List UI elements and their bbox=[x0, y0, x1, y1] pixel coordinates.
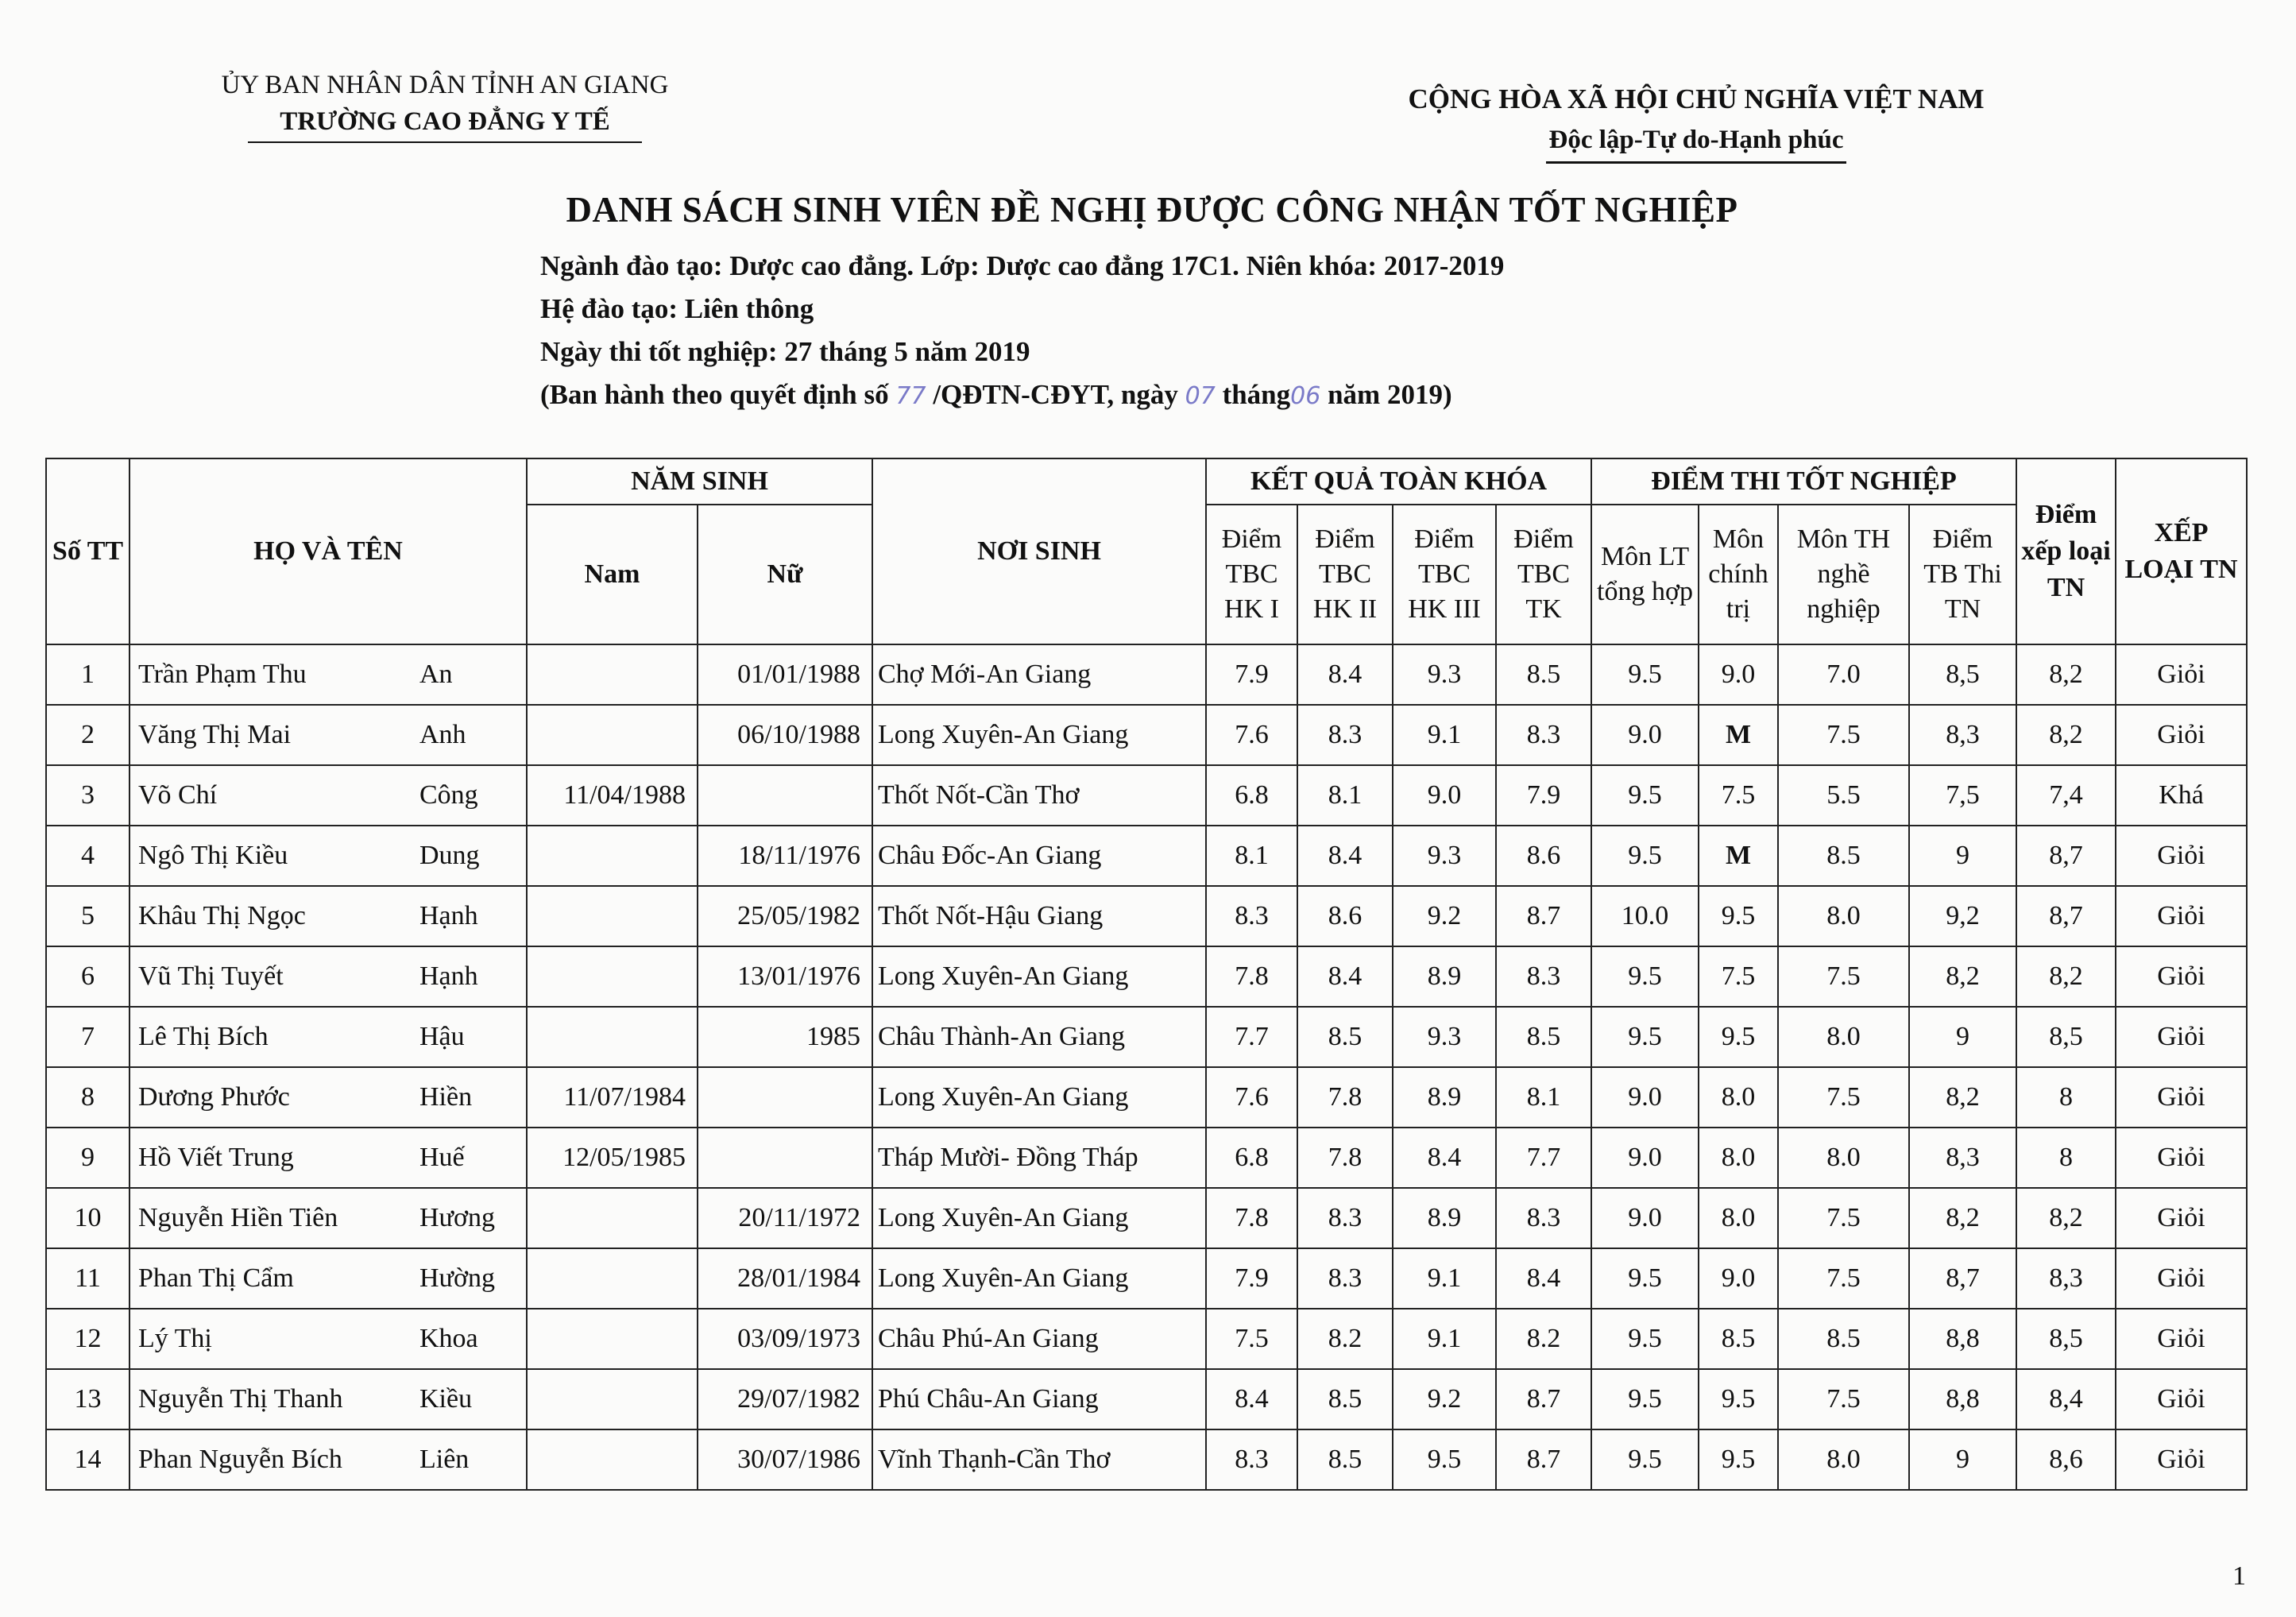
table-row bbox=[46, 1188, 2247, 1248]
cell-hk1: 7.7 bbox=[1206, 1007, 1297, 1067]
cell-rank: Giỏi bbox=[2116, 1007, 2247, 1067]
table-row bbox=[46, 705, 2247, 765]
cell-surname: Văng Thị Mai bbox=[129, 705, 419, 765]
cell-ct: 7.5 bbox=[1699, 946, 1778, 1007]
cell-stt: 13 bbox=[46, 1369, 129, 1429]
cell-tb: 8,3 bbox=[1909, 705, 2016, 765]
cell-given-name: Hạnh bbox=[419, 946, 527, 1007]
table-row bbox=[46, 1309, 2247, 1369]
cell-birth-male bbox=[527, 644, 698, 705]
cell-birthplace: Châu Đốc-An Giang bbox=[872, 826, 1206, 886]
cell-birth-female: 1985 bbox=[698, 1007, 872, 1067]
cell-birth-male bbox=[527, 1369, 698, 1429]
cell-hk3: 9.5 bbox=[1393, 1429, 1496, 1490]
cell-birth-male: 11/07/1984 bbox=[527, 1067, 698, 1128]
graduation-table bbox=[45, 458, 2248, 1491]
cell-surname: Dương Phước bbox=[129, 1067, 419, 1128]
cell-hk2: 8.6 bbox=[1297, 886, 1393, 946]
cell-th: 8.5 bbox=[1778, 1309, 1909, 1369]
cell-birth-male bbox=[527, 1309, 698, 1369]
cell-rank: Giỏi bbox=[2116, 1369, 2247, 1429]
cell-hk1: 7.5 bbox=[1206, 1309, 1297, 1369]
cell-tb: 8,8 bbox=[1909, 1369, 2016, 1429]
cell-birthplace: Châu Phú-An Giang bbox=[872, 1309, 1206, 1369]
cell-ct: 9.5 bbox=[1699, 886, 1778, 946]
cell-lt: 9.5 bbox=[1591, 1007, 1699, 1067]
table-row bbox=[46, 1128, 2247, 1188]
cell-birth-female bbox=[698, 765, 872, 826]
header-th: Môn TH nghề nghiệp bbox=[1778, 505, 1909, 644]
cell-rank: Giỏi bbox=[2116, 886, 2247, 946]
cell-hk2: 8.3 bbox=[1297, 1248, 1393, 1309]
cell-rank: Khá bbox=[2116, 765, 2247, 826]
cell-tk: 8.1 bbox=[1496, 1067, 1591, 1128]
cell-hk2: 8.5 bbox=[1297, 1429, 1393, 1490]
cell-ct: 7.5 bbox=[1699, 765, 1778, 826]
cell-grade-score: 8,6 bbox=[2016, 1429, 2116, 1490]
cell-birth-female: 30/07/1986 bbox=[698, 1429, 872, 1490]
cell-surname: Hồ Viết Trung bbox=[129, 1128, 419, 1188]
header-female: Nữ bbox=[698, 505, 872, 644]
cell-th: 7.5 bbox=[1778, 946, 1909, 1007]
cell-hk3: 9.1 bbox=[1393, 1248, 1496, 1309]
cell-th: 8.0 bbox=[1778, 886, 1909, 946]
decision-text-c: tháng bbox=[1215, 379, 1291, 410]
cell-ct: 8.5 bbox=[1699, 1309, 1778, 1369]
cell-birth-female bbox=[698, 1128, 872, 1188]
cell-ct: 9.0 bbox=[1699, 644, 1778, 705]
decision-day-handwritten: 07 bbox=[1185, 382, 1216, 410]
cell-th: 8.0 bbox=[1778, 1007, 1909, 1067]
cell-given-name: Dung bbox=[419, 826, 527, 886]
table-row bbox=[46, 946, 2247, 1007]
cell-stt: 8 bbox=[46, 1067, 129, 1128]
cell-grade-score: 8,4 bbox=[2016, 1369, 2116, 1429]
header-rank: XẾP LOẠI TN bbox=[2116, 458, 2247, 644]
cell-lt: 9.0 bbox=[1591, 705, 1699, 765]
cell-hk3: 9.3 bbox=[1393, 644, 1496, 705]
cell-tb: 8,3 bbox=[1909, 1128, 2016, 1188]
cell-surname: Ngô Thị Kiều bbox=[129, 826, 419, 886]
cell-hk3: 8.9 bbox=[1393, 946, 1496, 1007]
cell-birthplace: Long Xuyên-An Giang bbox=[872, 946, 1206, 1007]
cell-grade-score: 8,3 bbox=[2016, 1248, 2116, 1309]
cell-birthplace: Thốt Nốt-Hậu Giang bbox=[872, 886, 1206, 946]
cell-given-name: Anh bbox=[419, 705, 527, 765]
cell-lt: 9.0 bbox=[1591, 1128, 1699, 1188]
cell-birth-male bbox=[527, 886, 698, 946]
header-tb: Điểm TB Thi TN bbox=[1909, 505, 2016, 644]
cell-hk3: 9.1 bbox=[1393, 1309, 1496, 1369]
cell-stt: 10 bbox=[46, 1188, 129, 1248]
cell-hk1: 6.8 bbox=[1206, 1128, 1297, 1188]
cell-stt: 7 bbox=[46, 1007, 129, 1067]
cell-tk: 8.7 bbox=[1496, 1429, 1591, 1490]
cell-th: 8.0 bbox=[1778, 1429, 1909, 1490]
decision-text-d: năm 2019) bbox=[1320, 379, 1452, 410]
cell-stt: 6 bbox=[46, 946, 129, 1007]
cell-grade-score: 8,5 bbox=[2016, 1007, 2116, 1067]
document-title: DANH SÁCH SINH VIÊN ĐỀ NGHỊ ĐƯỢC CÔNG NHẬN TỐT NGHIỆP bbox=[566, 190, 1738, 230]
cell-tb: 8,2 bbox=[1909, 1067, 2016, 1128]
cell-tk: 8.7 bbox=[1496, 1369, 1591, 1429]
cell-birthplace: Tháp Mười- Đồng Tháp bbox=[872, 1128, 1206, 1188]
cell-tk: 8.3 bbox=[1496, 705, 1591, 765]
cell-grade-score: 8 bbox=[2016, 1067, 2116, 1128]
issuer-authority: ỦY BAN NHÂN DÂN TỈNH AN GIANG bbox=[221, 71, 669, 99]
cell-birthplace: Chợ Mới-An Giang bbox=[872, 644, 1206, 705]
cell-birthplace: Phú Châu-An Giang bbox=[872, 1369, 1206, 1429]
cell-lt: 9.5 bbox=[1591, 1248, 1699, 1309]
cell-stt: 5 bbox=[46, 886, 129, 946]
cell-rank: Giỏi bbox=[2116, 1248, 2247, 1309]
cell-birthplace: Long Xuyên-An Giang bbox=[872, 1188, 1206, 1248]
cell-given-name: Hương bbox=[419, 1188, 527, 1248]
cell-stt: 3 bbox=[46, 765, 129, 826]
header-tk: Điểm TBC TK bbox=[1496, 505, 1591, 644]
cell-grade-score: 8,5 bbox=[2016, 1309, 2116, 1369]
cell-lt: 9.5 bbox=[1591, 644, 1699, 705]
cell-ct: 9.5 bbox=[1699, 1007, 1778, 1067]
decision-month-handwritten: 06 bbox=[1290, 382, 1321, 410]
cell-th: 7.5 bbox=[1778, 1369, 1909, 1429]
cell-given-name: Hiền bbox=[419, 1067, 527, 1128]
cell-ct: M bbox=[1699, 705, 1778, 765]
cell-rank: Giỏi bbox=[2116, 1188, 2247, 1248]
table-row bbox=[46, 1248, 2247, 1309]
cell-lt: 9.0 bbox=[1591, 1067, 1699, 1128]
cell-surname: Phan Thị Cẩm bbox=[129, 1248, 419, 1309]
cell-tk: 8.4 bbox=[1496, 1248, 1591, 1309]
cell-birth-female: 13/01/1976 bbox=[698, 946, 872, 1007]
cell-tb: 8,2 bbox=[1909, 946, 2016, 1007]
cell-rank: Giỏi bbox=[2116, 1128, 2247, 1188]
cell-grade-score: 8,2 bbox=[2016, 644, 2116, 705]
cell-hk3: 9.3 bbox=[1393, 1007, 1496, 1067]
decision-text-b: /QĐTN-CĐYT, ngày bbox=[926, 379, 1185, 410]
header-place: NƠI SINH bbox=[872, 458, 1206, 644]
cell-hk2: 8.5 bbox=[1297, 1369, 1393, 1429]
cell-lt: 9.5 bbox=[1591, 1369, 1699, 1429]
table-row bbox=[46, 886, 2247, 946]
cell-birth-male bbox=[527, 1007, 698, 1067]
cell-surname: Võ Chí bbox=[129, 765, 419, 826]
cell-hk3: 9.3 bbox=[1393, 826, 1496, 886]
cell-th: 8.5 bbox=[1778, 826, 1909, 886]
cell-hk1: 7.6 bbox=[1206, 705, 1297, 765]
cell-rank: Giỏi bbox=[2116, 644, 2247, 705]
cell-hk1: 6.8 bbox=[1206, 765, 1297, 826]
cell-birth-female: 29/07/1982 bbox=[698, 1369, 872, 1429]
header-course-result: KẾT QUẢ TOÀN KHÓA bbox=[1206, 458, 1591, 505]
cell-stt: 2 bbox=[46, 705, 129, 765]
cell-ct: 9.5 bbox=[1699, 1369, 1778, 1429]
table-body bbox=[46, 644, 2247, 1490]
info-system: Hệ đào tạo: Liên thông bbox=[540, 293, 814, 324]
national-title: CỘNG HÒA XÃ HỘI CHỦ NGHĨA VIỆT NAM bbox=[1408, 83, 1985, 114]
cell-birth-female: 18/11/1976 bbox=[698, 826, 872, 886]
cell-birth-female bbox=[698, 1067, 872, 1128]
cell-tk: 8.6 bbox=[1496, 826, 1591, 886]
cell-rank: Giỏi bbox=[2116, 826, 2247, 886]
cell-lt: 9.5 bbox=[1591, 1429, 1699, 1490]
cell-tb: 8,7 bbox=[1909, 1248, 2016, 1309]
cell-tb: 9 bbox=[1909, 1007, 2016, 1067]
issuer-school: TRƯỜNG CAO ĐẲNG Y TẾ bbox=[248, 103, 642, 143]
cell-tb: 8,5 bbox=[1909, 644, 2016, 705]
cell-stt: 14 bbox=[46, 1429, 129, 1490]
cell-ct: M bbox=[1699, 826, 1778, 886]
cell-tb: 9 bbox=[1909, 826, 2016, 886]
cell-hk2: 8.4 bbox=[1297, 644, 1393, 705]
cell-tk: 8.7 bbox=[1496, 886, 1591, 946]
cell-surname: Phan Nguyễn Bích bbox=[129, 1429, 419, 1490]
cell-grade-score: 8,7 bbox=[2016, 886, 2116, 946]
header-grade-score: Điểm xếp loại TN bbox=[2016, 458, 2116, 644]
cell-surname: Vũ Thị Tuyết bbox=[129, 946, 419, 1007]
cell-rank: Giỏi bbox=[2116, 1429, 2247, 1490]
cell-ct: 9.0 bbox=[1699, 1248, 1778, 1309]
cell-hk2: 8.3 bbox=[1297, 705, 1393, 765]
cell-stt: 12 bbox=[46, 1309, 129, 1369]
cell-ct: 8.0 bbox=[1699, 1128, 1778, 1188]
cell-tk: 8.3 bbox=[1496, 946, 1591, 1007]
cell-tk: 8.3 bbox=[1496, 1188, 1591, 1248]
table-row bbox=[46, 765, 2247, 826]
cell-birthplace: Thốt Nốt-Cần Thơ bbox=[872, 765, 1206, 826]
header-male: Nam bbox=[527, 505, 698, 644]
cell-ct: 8.0 bbox=[1699, 1067, 1778, 1128]
info-decision bbox=[540, 373, 1504, 418]
table-row bbox=[46, 1067, 2247, 1128]
cell-stt: 1 bbox=[46, 644, 129, 705]
cell-tk: 8.2 bbox=[1496, 1309, 1591, 1369]
cell-hk2: 7.8 bbox=[1297, 1128, 1393, 1188]
cell-surname: Lê Thị Bích bbox=[129, 1007, 419, 1067]
cell-birth-male bbox=[527, 826, 698, 886]
cell-hk3: 8.9 bbox=[1393, 1067, 1496, 1128]
cell-given-name: Huế bbox=[419, 1128, 527, 1188]
cell-birth-female: 28/01/1984 bbox=[698, 1248, 872, 1309]
cell-birthplace: Long Xuyên-An Giang bbox=[872, 1248, 1206, 1309]
cell-birthplace: Vĩnh Thạnh-Cần Thơ bbox=[872, 1429, 1206, 1490]
cell-grade-score: 8,7 bbox=[2016, 826, 2116, 886]
cell-hk3: 9.2 bbox=[1393, 1369, 1496, 1429]
cell-birth-male bbox=[527, 1248, 698, 1309]
cell-lt: 10.0 bbox=[1591, 886, 1699, 946]
cell-birth-female: 01/01/1988 bbox=[698, 644, 872, 705]
cell-surname: Nguyễn Thị Thanh bbox=[129, 1369, 419, 1429]
cell-hk3: 8.4 bbox=[1393, 1128, 1496, 1188]
cell-th: 7.5 bbox=[1778, 1248, 1909, 1309]
header-birth: NĂM SINH bbox=[527, 458, 872, 505]
header-lt: Môn LT tổng hợp bbox=[1591, 505, 1699, 644]
issuer-header bbox=[167, 67, 723, 143]
cell-birth-female: 20/11/1972 bbox=[698, 1188, 872, 1248]
decision-text-a: (Ban hành theo quyết định số bbox=[540, 379, 896, 410]
cell-hk2: 8.5 bbox=[1297, 1007, 1393, 1067]
cell-lt: 9.0 bbox=[1591, 1188, 1699, 1248]
cell-birthplace: Long Xuyên-An Giang bbox=[872, 1067, 1206, 1128]
cell-birth-male bbox=[527, 705, 698, 765]
cell-hk3: 9.2 bbox=[1393, 886, 1496, 946]
cell-given-name: Liên bbox=[419, 1429, 527, 1490]
cell-birth-male bbox=[527, 1188, 698, 1248]
cell-hk2: 8.4 bbox=[1297, 826, 1393, 886]
cell-hk1: 8.1 bbox=[1206, 826, 1297, 886]
table-row bbox=[46, 644, 2247, 705]
cell-tb: 9 bbox=[1909, 1429, 2016, 1490]
document-info bbox=[540, 245, 1504, 418]
cell-grade-score: 8,2 bbox=[2016, 1188, 2116, 1248]
cell-birthplace: Long Xuyên-An Giang bbox=[872, 705, 1206, 765]
cell-birth-male bbox=[527, 1429, 698, 1490]
cell-hk3: 9.0 bbox=[1393, 765, 1496, 826]
cell-hk3: 9.1 bbox=[1393, 705, 1496, 765]
cell-tb: 8,2 bbox=[1909, 1188, 2016, 1248]
cell-stt: 9 bbox=[46, 1128, 129, 1188]
info-exam-date: Ngày thi tốt nghiệp: 27 tháng 5 năm 2019 bbox=[540, 336, 1030, 367]
cell-ct: 8.0 bbox=[1699, 1188, 1778, 1248]
table-row bbox=[46, 1429, 2247, 1490]
cell-hk1: 7.9 bbox=[1206, 644, 1297, 705]
cell-given-name: Hậu bbox=[419, 1007, 527, 1067]
cell-stt: 4 bbox=[46, 826, 129, 886]
cell-th: 5.5 bbox=[1778, 765, 1909, 826]
cell-rank: Giỏi bbox=[2116, 1309, 2247, 1369]
cell-lt: 9.5 bbox=[1591, 765, 1699, 826]
cell-th: 7.5 bbox=[1778, 1188, 1909, 1248]
cell-given-name: Công bbox=[419, 765, 527, 826]
cell-hk1: 7.8 bbox=[1206, 1188, 1297, 1248]
header-hk2: Điểm TBC HK II bbox=[1297, 505, 1393, 644]
cell-lt: 9.5 bbox=[1591, 1309, 1699, 1369]
cell-ct: 9.5 bbox=[1699, 1429, 1778, 1490]
cell-hk1: 7.8 bbox=[1206, 946, 1297, 1007]
cell-tk: 7.7 bbox=[1496, 1128, 1591, 1188]
cell-grade-score: 8 bbox=[2016, 1128, 2116, 1188]
national-motto: Độc lập-Tự do-Hạnh phúc bbox=[1546, 120, 1847, 164]
cell-grade-score: 8,2 bbox=[2016, 946, 2116, 1007]
cell-hk1: 7.6 bbox=[1206, 1067, 1297, 1128]
cell-rank: Giỏi bbox=[2116, 705, 2247, 765]
cell-stt: 11 bbox=[46, 1248, 129, 1309]
cell-hk1: 7.9 bbox=[1206, 1248, 1297, 1309]
cell-given-name: An bbox=[419, 644, 527, 705]
cell-hk2: 8.2 bbox=[1297, 1309, 1393, 1369]
cell-birth-male bbox=[527, 946, 698, 1007]
cell-tk: 8.5 bbox=[1496, 644, 1591, 705]
cell-hk2: 7.8 bbox=[1297, 1067, 1393, 1128]
cell-given-name: Kiều bbox=[419, 1369, 527, 1429]
cell-th: 7.0 bbox=[1778, 644, 1909, 705]
header-exam-score: ĐIỂM THI TỐT NGHIỆP bbox=[1591, 458, 2016, 505]
cell-hk2: 8.1 bbox=[1297, 765, 1393, 826]
national-header bbox=[1366, 79, 2026, 164]
header-stt: Số TT bbox=[46, 458, 129, 644]
cell-hk2: 8.4 bbox=[1297, 946, 1393, 1007]
cell-th: 7.5 bbox=[1778, 1067, 1909, 1128]
cell-hk1: 8.4 bbox=[1206, 1369, 1297, 1429]
cell-surname: Lý Thị bbox=[129, 1309, 419, 1369]
cell-rank: Giỏi bbox=[2116, 1067, 2247, 1128]
cell-surname: Nguyễn Hiền Tiên bbox=[129, 1188, 419, 1248]
cell-birth-female: 03/09/1973 bbox=[698, 1309, 872, 1369]
cell-grade-score: 7,4 bbox=[2016, 765, 2116, 826]
cell-hk1: 8.3 bbox=[1206, 1429, 1297, 1490]
cell-birth-male: 11/04/1988 bbox=[527, 765, 698, 826]
header-ct: Môn chính trị bbox=[1699, 505, 1778, 644]
cell-tk: 8.5 bbox=[1496, 1007, 1591, 1067]
cell-given-name: Hạnh bbox=[419, 886, 527, 946]
cell-rank: Giỏi bbox=[2116, 946, 2247, 1007]
cell-tb: 8,8 bbox=[1909, 1309, 2016, 1369]
cell-given-name: Khoa bbox=[419, 1309, 527, 1369]
cell-birth-female: 25/05/1982 bbox=[698, 886, 872, 946]
table-row bbox=[46, 826, 2247, 886]
cell-birth-female: 06/10/1988 bbox=[698, 705, 872, 765]
cell-tk: 7.9 bbox=[1496, 765, 1591, 826]
table-row bbox=[46, 1007, 2247, 1067]
cell-surname: Trần Phạm Thu bbox=[129, 644, 419, 705]
cell-given-name: Hường bbox=[419, 1248, 527, 1309]
cell-lt: 9.5 bbox=[1591, 946, 1699, 1007]
header-hk1: Điểm TBC HK I bbox=[1206, 505, 1297, 644]
cell-birth-male: 12/05/1985 bbox=[527, 1128, 698, 1188]
cell-surname: Khâu Thị Ngọc bbox=[129, 886, 419, 946]
decision-number-handwritten: 77 bbox=[895, 382, 926, 410]
cell-birthplace: Châu Thành-An Giang bbox=[872, 1007, 1206, 1067]
info-major: Ngành đào tạo: Dược cao đẳng. Lớp: Dược cao đẳng 17C1. Niên khóa: 2017-2019 bbox=[540, 250, 1505, 281]
cell-lt: 9.5 bbox=[1591, 826, 1699, 886]
table-row bbox=[46, 1369, 2247, 1429]
header-hk3: Điểm TBC HK III bbox=[1393, 505, 1496, 644]
cell-tb: 9,2 bbox=[1909, 886, 2016, 946]
cell-hk1: 8.3 bbox=[1206, 886, 1297, 946]
page-number: 1 bbox=[2232, 1561, 2246, 1591]
cell-hk3: 8.9 bbox=[1393, 1188, 1496, 1248]
cell-tb: 7,5 bbox=[1909, 765, 2016, 826]
cell-th: 8.0 bbox=[1778, 1128, 1909, 1188]
cell-hk2: 8.3 bbox=[1297, 1188, 1393, 1248]
cell-th: 7.5 bbox=[1778, 705, 1909, 765]
cell-grade-score: 8,2 bbox=[2016, 705, 2116, 765]
header-name: HỌ VÀ TÊN bbox=[129, 458, 527, 644]
